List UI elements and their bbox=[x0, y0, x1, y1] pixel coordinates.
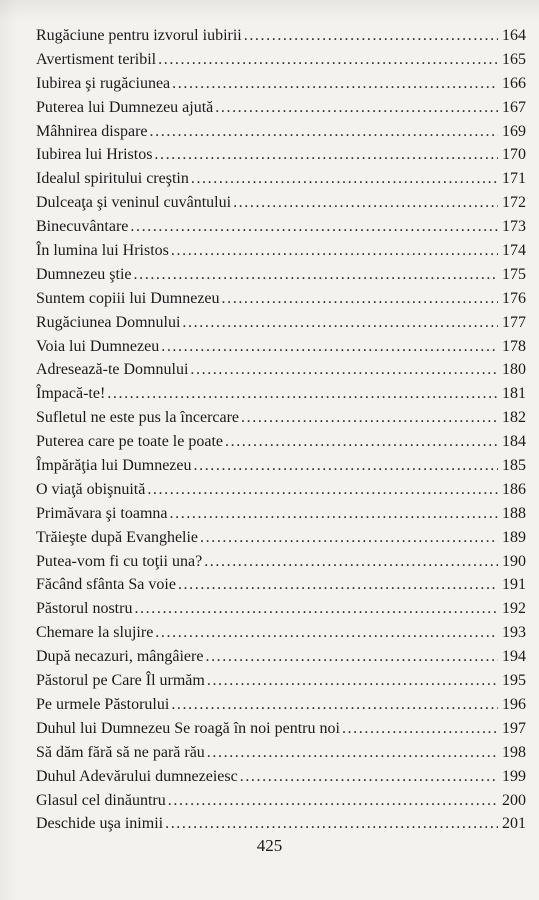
toc-entry-title: Sufletul ne este pus la încercare bbox=[36, 409, 240, 427]
toc-entry bbox=[36, 120, 526, 144]
toc-entry bbox=[36, 430, 526, 454]
toc-entry bbox=[36, 717, 526, 741]
toc-entry-page: 177 bbox=[502, 313, 526, 331]
toc-entry bbox=[36, 239, 526, 263]
toc-entry-page: 172 bbox=[502, 194, 526, 212]
toc-entry-page: 189 bbox=[502, 528, 526, 546]
toc-entry-page: 182 bbox=[502, 409, 526, 427]
toc-entry bbox=[36, 215, 526, 239]
toc-entry-title: Suntem copiii lui Dumnezeu bbox=[36, 289, 220, 307]
dot-leader bbox=[172, 72, 498, 96]
toc-entry bbox=[36, 693, 526, 717]
dot-leader bbox=[190, 358, 498, 382]
dot-leader bbox=[222, 287, 498, 311]
toc-entry-page: 180 bbox=[502, 361, 526, 379]
dot-leader bbox=[147, 478, 498, 502]
dot-leader bbox=[161, 335, 498, 359]
toc-entry-page: 201 bbox=[502, 815, 526, 833]
toc-entry-page: 194 bbox=[502, 648, 526, 666]
toc-entry bbox=[36, 48, 526, 72]
dot-leader bbox=[207, 741, 498, 765]
toc-entry bbox=[36, 382, 526, 406]
toc-entry-page: 186 bbox=[502, 480, 526, 498]
dot-leader bbox=[207, 669, 498, 693]
dot-leader bbox=[158, 48, 498, 72]
toc-entry-title: Rugăciunea Domnului bbox=[36, 313, 181, 331]
toc-entry-title: Păstorul nostru bbox=[36, 600, 133, 618]
toc-entry bbox=[36, 454, 526, 478]
toc-entry-page: 196 bbox=[502, 695, 526, 713]
toc-entry-title: Rugăciune pentru izvorul iubirii bbox=[36, 27, 242, 44]
toc-entry-title: Iubirea şi rugăciunea bbox=[36, 74, 171, 92]
toc-entry-title: Dumnezeu ştie bbox=[36, 265, 132, 283]
toc-entry-title: Dulceaţa şi veninul cuvântului bbox=[36, 194, 232, 212]
toc-entry-page: 181 bbox=[502, 385, 526, 403]
dot-leader bbox=[171, 693, 498, 717]
toc-entry-title: După necazuri, mângâiere bbox=[36, 648, 204, 666]
toc-entry bbox=[36, 478, 526, 502]
toc-entry-title: Adresează-te Domnului bbox=[36, 361, 189, 379]
toc-entry bbox=[36, 789, 526, 813]
toc-entry-title: Deschide uşa inimii bbox=[36, 815, 164, 833]
toc-entry bbox=[36, 669, 526, 693]
dot-leader bbox=[171, 239, 498, 263]
dot-leader bbox=[178, 573, 498, 597]
toc-entry-title: Glasul cel dinăuntru bbox=[36, 791, 166, 809]
toc-entry bbox=[36, 502, 526, 526]
toc-entry-page: 193 bbox=[502, 624, 526, 642]
toc-entry bbox=[36, 406, 526, 430]
toc-entry-page: 197 bbox=[502, 719, 526, 737]
page-number: 425 bbox=[256, 836, 283, 855]
toc-entry-title: În lumina lui Hristos bbox=[36, 242, 169, 260]
dot-leader bbox=[182, 311, 498, 335]
toc-entry-title: Pe urmele Păstorului bbox=[36, 695, 170, 713]
toc-entry-title: Duhul Adevărului dumnezeiesc bbox=[36, 767, 238, 785]
toc-entry-page: 198 bbox=[502, 743, 526, 761]
toc-entry-page: 191 bbox=[502, 576, 526, 594]
toc-entry-page: 192 bbox=[502, 600, 526, 618]
dot-leader bbox=[134, 263, 498, 287]
dot-leader bbox=[205, 645, 498, 669]
toc-entry-page: 175 bbox=[502, 265, 526, 283]
toc-entry bbox=[36, 358, 526, 382]
toc-entry bbox=[36, 287, 526, 311]
toc-entry bbox=[36, 573, 526, 597]
toc-entry-title: Iubirea lui Hristos bbox=[36, 146, 153, 164]
toc-entry-title: O viaţă obişnuită bbox=[36, 480, 146, 498]
toc-entry-title: Împărăţia lui Dumnezeu bbox=[36, 457, 192, 475]
dot-leader bbox=[170, 502, 498, 526]
toc-entry-page: 188 bbox=[502, 504, 526, 522]
toc-entry-title: Putea-vom fi cu toţii una? bbox=[36, 552, 203, 570]
toc-entry bbox=[36, 597, 526, 621]
toc-entry-title: Puterea care pe toate le poate bbox=[36, 433, 223, 451]
toc-entry-title: Duhul lui Dumnezeu Se roagă în noi pentru noi bbox=[36, 719, 340, 737]
dot-leader bbox=[150, 120, 498, 144]
toc-entry-page: 167 bbox=[502, 98, 526, 116]
toc-entry-page: 199 bbox=[502, 767, 526, 785]
dot-leader bbox=[165, 812, 498, 836]
toc-entry-page: 170 bbox=[502, 146, 526, 164]
toc-entry bbox=[36, 263, 526, 287]
toc-entry-title: Primăvara şi toamna bbox=[36, 504, 168, 522]
toc-entry-page: 165 bbox=[502, 50, 526, 68]
toc-entry-page: 173 bbox=[502, 218, 526, 236]
toc-entry-page: 171 bbox=[502, 170, 526, 188]
toc-entry-page: 174 bbox=[502, 242, 526, 260]
dot-leader bbox=[168, 789, 498, 813]
dot-leader bbox=[194, 454, 499, 478]
toc-entry bbox=[36, 24, 526, 48]
toc-entry bbox=[36, 143, 526, 167]
toc-entry-page: 169 bbox=[502, 122, 526, 140]
dot-leader bbox=[215, 96, 498, 120]
dot-leader bbox=[233, 191, 498, 215]
dot-leader bbox=[241, 406, 498, 430]
toc-entry bbox=[36, 550, 526, 574]
toc-entry-page: 184 bbox=[502, 433, 526, 451]
toc-entry-title: Trăieşte după Evanghelie bbox=[36, 528, 199, 546]
toc-entry bbox=[36, 191, 526, 215]
toc-entry bbox=[36, 335, 526, 359]
toc-entry bbox=[36, 765, 526, 789]
toc-entry-title: Mâhnirea dispare bbox=[36, 122, 148, 140]
toc-entry bbox=[36, 72, 526, 96]
toc-entry-title: Făcând sfânta Sa voie bbox=[36, 576, 176, 594]
toc-entry-page: 185 bbox=[502, 457, 526, 475]
table-of-contents bbox=[36, 24, 526, 836]
toc-entry-title: Să dăm fără să ne pară rău bbox=[36, 743, 205, 761]
dot-leader bbox=[154, 143, 498, 167]
dot-leader bbox=[134, 597, 498, 621]
toc-entry bbox=[36, 621, 526, 645]
dot-leader bbox=[240, 765, 498, 789]
dot-leader bbox=[225, 430, 498, 454]
toc-entry-page: 190 bbox=[502, 552, 526, 570]
toc-entry-title: Avertisment teribil bbox=[36, 50, 157, 68]
dot-leader bbox=[107, 382, 498, 406]
toc-entry bbox=[36, 167, 526, 191]
toc-entry-page: 200 bbox=[502, 791, 526, 809]
toc-entry-page: 166 bbox=[502, 74, 526, 92]
toc-entry bbox=[36, 311, 526, 335]
toc-entry-title: Puterea lui Dumnezeu ajută bbox=[36, 98, 214, 116]
dot-leader bbox=[342, 717, 498, 741]
toc-entry-title: Împacă-te! bbox=[36, 385, 106, 403]
toc-entry-title: Păstorul pe Care Îl urmăm bbox=[36, 672, 205, 690]
dot-leader bbox=[155, 621, 498, 645]
toc-entry bbox=[36, 96, 526, 120]
dot-leader bbox=[244, 24, 498, 48]
dot-leader bbox=[191, 167, 498, 191]
toc-entry-title: Chemare la slujire bbox=[36, 624, 154, 642]
toc-entry-page: 178 bbox=[502, 337, 526, 355]
toc-entry-page: 195 bbox=[502, 672, 526, 690]
toc-entry bbox=[36, 645, 526, 669]
toc-entry bbox=[36, 741, 526, 765]
dot-leader bbox=[130, 215, 498, 239]
dot-leader bbox=[204, 550, 498, 574]
dot-leader bbox=[200, 526, 498, 550]
toc-entry-title: Idealul spiritului creştin bbox=[36, 170, 189, 188]
toc-entry-page: 176 bbox=[502, 289, 526, 307]
toc-entry-title: Voia lui Dumnezeu bbox=[36, 337, 160, 355]
toc-entry bbox=[36, 526, 526, 550]
toc-entry-title: Binecuvântare bbox=[36, 218, 129, 236]
toc-entry-page: 164 bbox=[502, 27, 526, 44]
toc-entry bbox=[36, 812, 526, 836]
